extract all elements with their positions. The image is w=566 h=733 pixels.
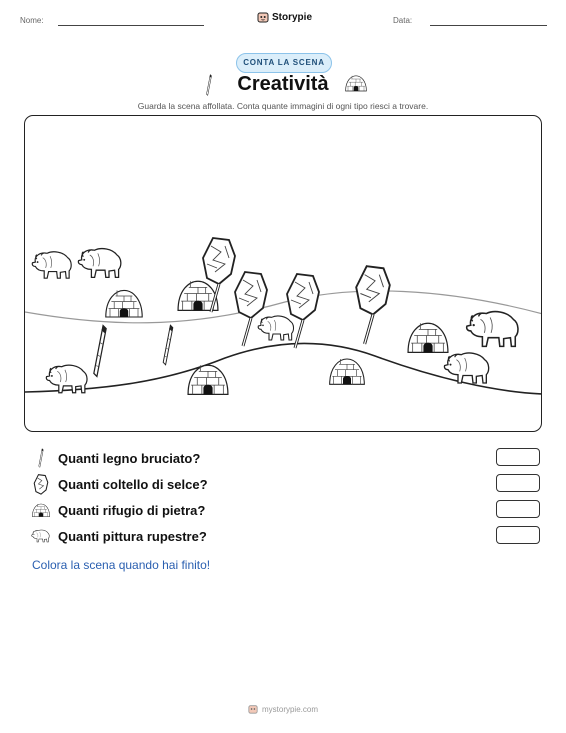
date-field[interactable] (430, 25, 547, 26)
question-row (30, 473, 540, 495)
scene-bison (444, 353, 488, 383)
footer (0, 704, 566, 714)
burnt-wood-icon (30, 447, 52, 469)
scene-bison (467, 312, 518, 347)
title-stone-shelter-icon (344, 73, 368, 98)
question-text: Quanti legno bruciato? (58, 450, 201, 466)
scene-bison (258, 316, 293, 340)
question-row (30, 447, 540, 469)
name-field[interactable] (58, 25, 204, 26)
storypie-logo-icon (248, 704, 258, 714)
scene-stone-shelter (106, 290, 142, 317)
instructions: Guarda la scena affollata. Conta quante immagini di ogni tipo riesci a trovare. (137, 101, 429, 111)
cave-painting-bison-icon (30, 525, 52, 547)
scene-burnt-wood (94, 326, 106, 377)
footer-url[interactable]: mystorypie.com (261, 704, 318, 714)
scene-bison (78, 249, 120, 278)
scene-illustration (25, 116, 542, 432)
question-text: Quanti coltello di selce? (58, 476, 208, 492)
scene-badge: CONTA LA SCENA (236, 53, 332, 73)
answer-box[interactable] (496, 500, 540, 518)
page-title: Creatività (237, 73, 329, 95)
scene-burnt-wood (163, 325, 173, 365)
footer-note: Colora la scena quando hai finito! (32, 558, 211, 572)
question-text: Quanti rifugio di pietra? (58, 502, 206, 518)
date-label: Data: (393, 16, 413, 25)
scene-stone-shelter (408, 323, 448, 352)
question-row (30, 499, 540, 521)
stone-shelter-icon (30, 499, 52, 521)
question-row (30, 525, 540, 547)
scene-flint-knife (356, 266, 390, 344)
brand-name: Storypie (272, 11, 313, 23)
scene-bison (46, 365, 87, 393)
storypie-logo-icon (257, 11, 269, 23)
answer-box[interactable] (496, 526, 540, 544)
name-label: Nome: (20, 16, 44, 25)
scene-bison (32, 252, 71, 278)
answer-box[interactable] (496, 448, 540, 466)
question-text: Quanti pittura rupestre? (58, 528, 207, 544)
answer-box[interactable] (496, 474, 540, 492)
scene-stone-shelter (330, 359, 365, 384)
flint-knife-icon (30, 473, 52, 495)
scene-frame (24, 115, 542, 432)
brand-logo (257, 11, 312, 23)
scene-flint-knife (235, 272, 267, 346)
